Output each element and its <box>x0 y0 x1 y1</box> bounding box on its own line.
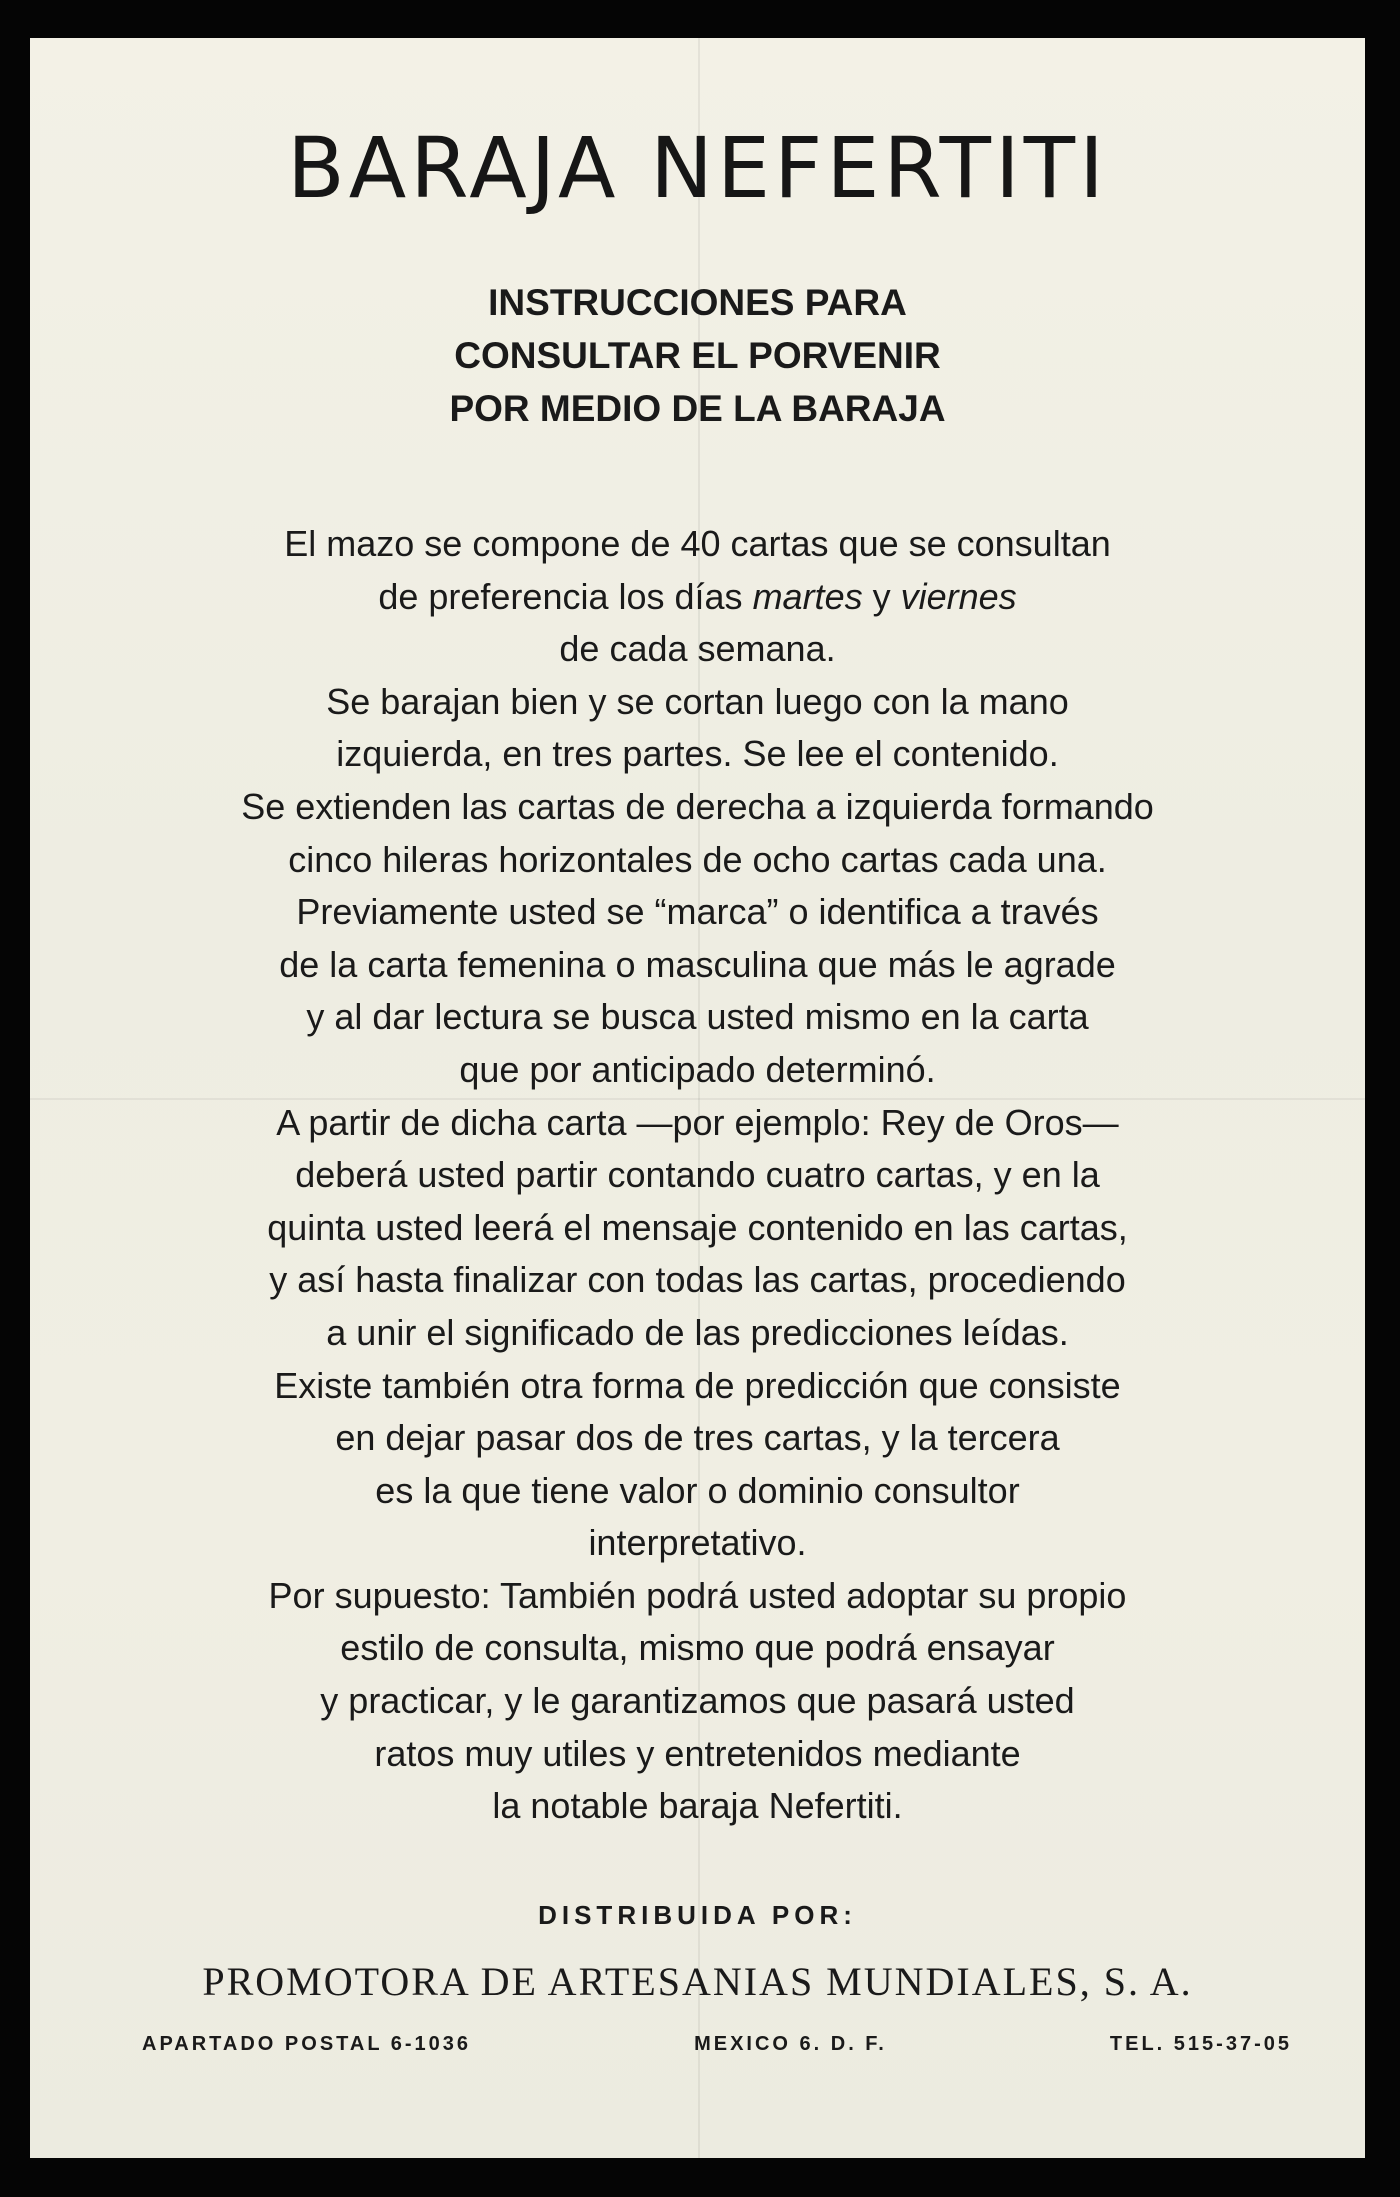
body-line: y al dar lectura se busca usted mismo en la carta <box>306 996 1089 1038</box>
body-line: es la que tiene valor o dominio consultor <box>375 1469 1020 1511</box>
body-line: Se barajan bien y se cortan luego con la mano <box>326 680 1069 722</box>
body-line: quinta usted leerá el mensaje contenido en las cartas, <box>267 1206 1128 1248</box>
body-line: de cada semana. <box>559 628 836 670</box>
body-line: Se extienden las cartas de derecha a izquierda formando <box>241 785 1154 827</box>
italic-day-martes: martes <box>752 575 863 617</box>
body-line: de la carta femenina o masculina que más le agrade <box>279 943 1116 985</box>
body-line: y practicar, y le garantizamos que pasará usted <box>320 1680 1075 1722</box>
body-line: que por anticipado determinó. <box>459 1048 936 1090</box>
body-line: deberá usted partir contando cuatro cartas, y en la <box>295 1154 1100 1196</box>
heading-line: CONSULTAR EL PORVENIR <box>454 335 941 376</box>
brand-title: BARAJA NEFERTITI <box>287 119 1108 217</box>
distributed-by-label: DISTRIBUIDA POR: <box>538 1900 857 1930</box>
body-text: de preferencia los días <box>378 575 753 617</box>
city: MEXICO 6. D. F. <box>694 2033 887 2055</box>
body-text: y <box>862 575 901 617</box>
body-line: en dejar pasar dos de tres cartas, y la tercera <box>335 1417 1060 1459</box>
body-line: Previamente usted se “marca” o identifica a través <box>296 891 1099 933</box>
italic-day-viernes: viernes <box>900 575 1017 617</box>
instruction-sheet <box>30 38 1365 2158</box>
body-line: cinco hileras horizontales de ocho cartas cada una. <box>288 838 1107 880</box>
company-name: PROMOTORA DE ARTESANIAS MUNDIALES, S. A. <box>202 1959 1193 2004</box>
instructions-heading <box>30 276 1365 435</box>
instructions-body <box>30 518 1365 1833</box>
body-line: la notable baraja Nefertiti. <box>492 1785 903 1827</box>
body-line: a unir el significado de las predicciones leídas. <box>326 1311 1069 1353</box>
body-line: A partir de dicha carta —por ejemplo: Rey de Oros— <box>276 1101 1119 1143</box>
po-box: APARTADO POSTAL 6-1036 <box>142 2033 472 2055</box>
contact-line <box>142 2033 1292 2056</box>
body-line <box>30 571 1365 624</box>
body-line: ratos muy utiles y entretenidos mediante <box>374 1732 1021 1774</box>
body-line: izquierda, en tres partes. Se lee el contenido. <box>336 733 1059 775</box>
body-line: Por supuesto: También podrá usted adoptar su propio <box>268 1574 1127 1616</box>
body-line: Existe también otra forma de predicción que consiste <box>274 1364 1121 1406</box>
body-line: estilo de consulta, mismo que podrá ensayar <box>340 1627 1055 1669</box>
phone: TEL. 515-37-05 <box>1109 2033 1292 2055</box>
heading-line: POR MEDIO DE LA BARAJA <box>449 388 946 429</box>
heading-line: INSTRUCCIONES PARA <box>488 282 907 323</box>
body-line: interpretativo. <box>588 1522 807 1564</box>
body-line: y así hasta finalizar con todas las cartas, procediendo <box>269 1259 1126 1301</box>
body-line: El mazo se compone de 40 cartas que se consultan <box>284 523 1111 564</box>
